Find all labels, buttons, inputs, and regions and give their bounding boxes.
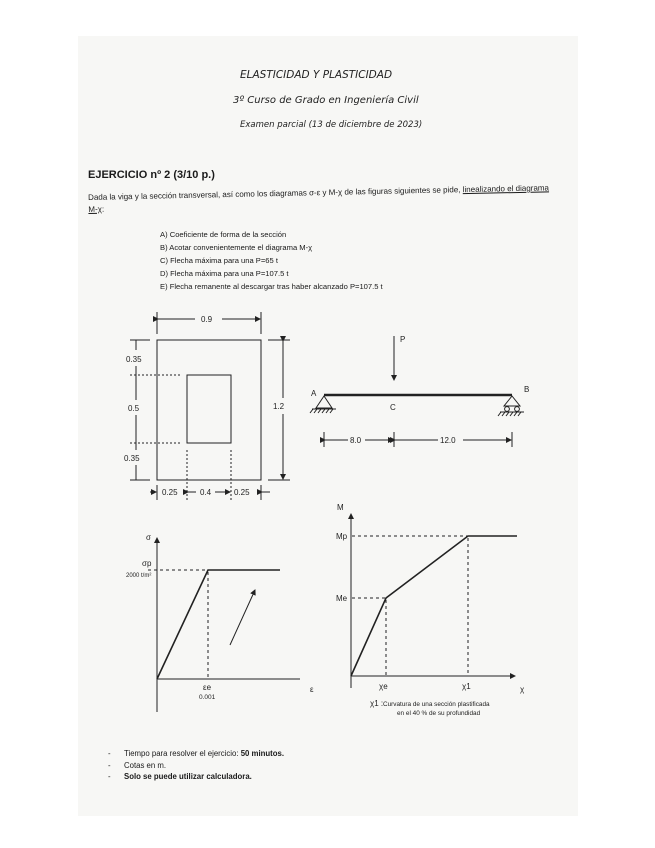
exam-notes — [108, 748, 284, 783]
note-text: Cotas en m. — [124, 760, 167, 770]
dim-hole: 0.4 — [200, 488, 212, 497]
chi-e-label: χe — [379, 682, 388, 691]
chi-1-note-symbol: χ1 : — [370, 699, 384, 708]
exam-date: Examen parcial (13 de diciembre de 2023) — [240, 120, 423, 130]
dim-right: 0.25 — [234, 488, 250, 497]
note-item: - Tiempo para resolver el ejercicio: 50 minutos. — [108, 749, 285, 758]
document-title: ELASTICIDAD Y PLASTICIDAD — [240, 69, 393, 81]
moment-curvature-curve — [351, 536, 517, 676]
yield-strain-value: 0.001 — [199, 694, 216, 701]
yield-stress-value: 2000 t/m² — [126, 573, 152, 579]
note-item: - Cotas en m. — [108, 760, 167, 770]
exercise-title: EJERCICIO nº 2 (3/10 p.) — [88, 169, 215, 181]
yield-stress-label: σp — [142, 559, 152, 568]
support-b-label: B — [524, 385, 530, 394]
note-emphasis: Solo se puede utilizar calculadora. — [124, 772, 252, 781]
dim-left: 0.25 — [162, 488, 178, 497]
sigma-axis-label: σ — [146, 533, 151, 542]
dim-top: 0.35 — [126, 355, 142, 364]
moment-axis-label: M — [337, 503, 344, 512]
note-text: Tiempo para resolver el ejercicio: — [124, 749, 241, 758]
question-item: D) Flecha máxima para una P=107.5 t — [160, 269, 289, 278]
load-label: P — [400, 335, 406, 344]
chi-1-label: χ1 — [462, 682, 471, 691]
dim-height: 1.2 — [273, 402, 285, 411]
statement-text: Dada la viga y la sección transversal, así como los diagramas σ-ε y M-χ de las figuras siguientes se pide, — [88, 185, 463, 202]
curvature-axis-label: χ — [520, 685, 525, 694]
support-a-label: A — [311, 389, 317, 398]
yield-strain-label: εe — [203, 683, 212, 692]
plastic-moment-label: Mp — [336, 532, 348, 541]
course-name: 3º Curso de Grado en Ingeniería Civil — [233, 95, 419, 106]
statement-end: : — [101, 204, 105, 214]
chi-1-note-line2: en el 40 % de su profundidad — [397, 710, 481, 717]
span-left-label: 8.0 — [350, 436, 362, 445]
note-emphasis: 50 minutos. — [240, 749, 285, 758]
statement-emphasis: linealizando el diagrama M-χ — [88, 183, 550, 214]
dim-bottom: 0.35 — [124, 454, 140, 463]
chi-1-note-line1: Curvatura de una sección plastificada — [383, 701, 490, 708]
note-item: - Solo se puede utilizar calculadora. — [108, 772, 252, 781]
question-item: E) Flecha remanente al descargar tras haber alcanzado P=107.5 t — [160, 282, 383, 291]
dim-mid: 0.5 — [128, 404, 140, 413]
epsilon-axis-label: ε — [310, 685, 314, 694]
question-item: A) Coeficiente de forma de la sección — [160, 230, 287, 239]
point-c-label: C — [390, 403, 396, 412]
elastic-moment-label: Me — [336, 594, 348, 603]
dim-width: 0.9 — [201, 315, 213, 324]
span-right-label: 12.0 — [440, 436, 456, 445]
question-item: B) Acotar convenientemente el diagrama M-χ — [160, 243, 313, 252]
question-item: C) Flecha máxima para una P=65 t — [160, 256, 278, 265]
